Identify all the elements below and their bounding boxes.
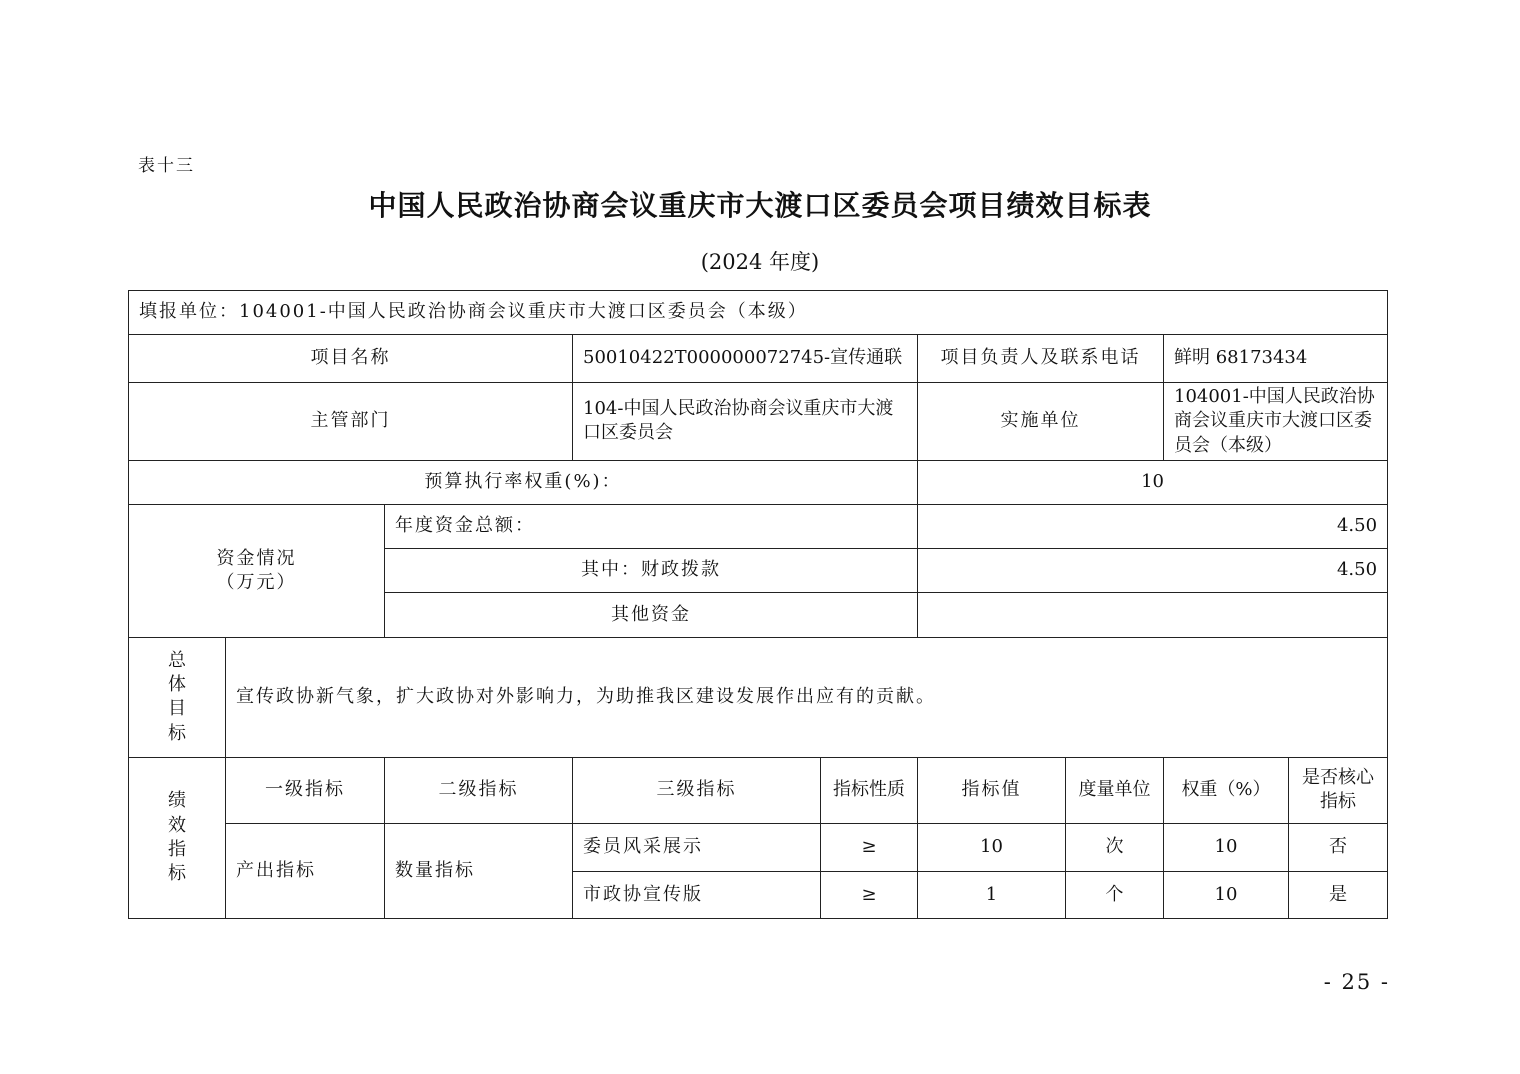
budget-weight-row — [129, 460, 1388, 504]
project-name-row — [129, 335, 1388, 383]
header-level2: 二级指标 — [385, 757, 573, 823]
header-unit: 度量单位 — [1066, 757, 1164, 823]
funds-label — [129, 504, 385, 637]
level2-indicator: 数量指标 — [385, 823, 573, 918]
fiscal-label: 其中：财政拨款 — [385, 548, 918, 592]
budget-weight-value: 10 — [918, 460, 1388, 504]
indicators-label-char: 指 — [168, 838, 186, 860]
annual-total-value: 4.50 — [918, 504, 1388, 548]
project-name-label: 项目名称 — [129, 335, 573, 383]
funds-label-line2: （万元） — [216, 571, 297, 593]
indicator-core: 否 — [1289, 823, 1388, 871]
contact-label: 项目负责人及联系电话 — [918, 335, 1164, 383]
implementing-unit-value: 104001-中国人民政治协商会议重庆市大渡口区委员会（本级） — [1164, 383, 1388, 461]
header-weight: 权重（%） — [1164, 757, 1289, 823]
header-core: 是否核心指标 — [1289, 757, 1388, 823]
performance-target-table — [128, 290, 1388, 919]
indicator-weight: 10 — [1164, 823, 1289, 871]
overall-goal-row — [129, 637, 1388, 757]
table-label: 表十三 — [138, 156, 195, 176]
overall-goal-label-char: 目 — [168, 698, 186, 720]
indicator-unit: 次 — [1066, 823, 1164, 871]
indicators-label-char: 标 — [168, 863, 186, 885]
other-funds-label: 其他资金 — [385, 592, 918, 637]
indicators-label — [129, 757, 226, 918]
level3-indicator: 委员风采展示 — [573, 823, 821, 871]
indicator-header-row — [129, 757, 1388, 823]
level1-indicator: 产出指标 — [226, 823, 385, 918]
department-label: 主管部门 — [129, 383, 573, 461]
indicator-value: 1 — [918, 871, 1066, 918]
header-level3: 三级指标 — [573, 757, 821, 823]
overall-goal-text: 宣传政协新气象，扩大政协对外影响力，为助推我区建设发展作出应有的贡献。 — [226, 637, 1388, 757]
overall-goal-label-char: 总 — [168, 649, 186, 671]
budget-weight-label: 预算执行率权重(%)： — [129, 460, 918, 504]
header-nature: 指标性质 — [821, 757, 918, 823]
header-level1: 一级指标 — [226, 757, 385, 823]
indicator-weight: 10 — [1164, 871, 1289, 918]
indicator-nature: ≥ — [821, 823, 918, 871]
overall-goal-label-char: 体 — [168, 674, 186, 696]
funds-total-row — [129, 504, 1388, 548]
other-funds-value — [918, 592, 1388, 637]
indicator-nature: ≥ — [821, 871, 918, 918]
indicator-unit: 个 — [1066, 871, 1164, 918]
reporting-unit-cell: 填报单位：104001-中国人民政治协商会议重庆市大渡口区委员会（本级） — [129, 291, 1388, 335]
page-number: - 25 - — [1323, 970, 1390, 994]
indicators-label-char: 绩 — [168, 790, 186, 812]
overall-goal-label — [129, 637, 226, 757]
document-subtitle: (2024 年度) — [700, 250, 820, 274]
annual-total-label: 年度资金总额： — [385, 504, 918, 548]
contact-value: 鲜明 68173434 — [1164, 335, 1388, 383]
project-name-value: 50010422T000000072745-宣传通联 — [573, 335, 918, 383]
department-value: 104-中国人民政治协商会议重庆市大渡口区委员会 — [573, 383, 918, 461]
indicator-core: 是 — [1289, 871, 1388, 918]
reporting-unit-row — [129, 291, 1388, 335]
document-title: 中国人民政治协商会议重庆市大渡口区委员会项目绩效目标表 — [368, 189, 1152, 222]
fiscal-value: 4.50 — [918, 548, 1388, 592]
funds-label-line1: 资金情况 — [216, 547, 297, 569]
indicator-value: 10 — [918, 823, 1066, 871]
department-row — [129, 383, 1388, 461]
header-value: 指标值 — [918, 757, 1066, 823]
overall-goal-label-char: 标 — [168, 722, 186, 744]
indicator-row — [129, 823, 1388, 871]
level3-indicator: 市政协宣传版 — [573, 871, 821, 918]
indicators-label-char: 效 — [168, 814, 186, 836]
implementing-unit-label: 实施单位 — [918, 383, 1164, 461]
